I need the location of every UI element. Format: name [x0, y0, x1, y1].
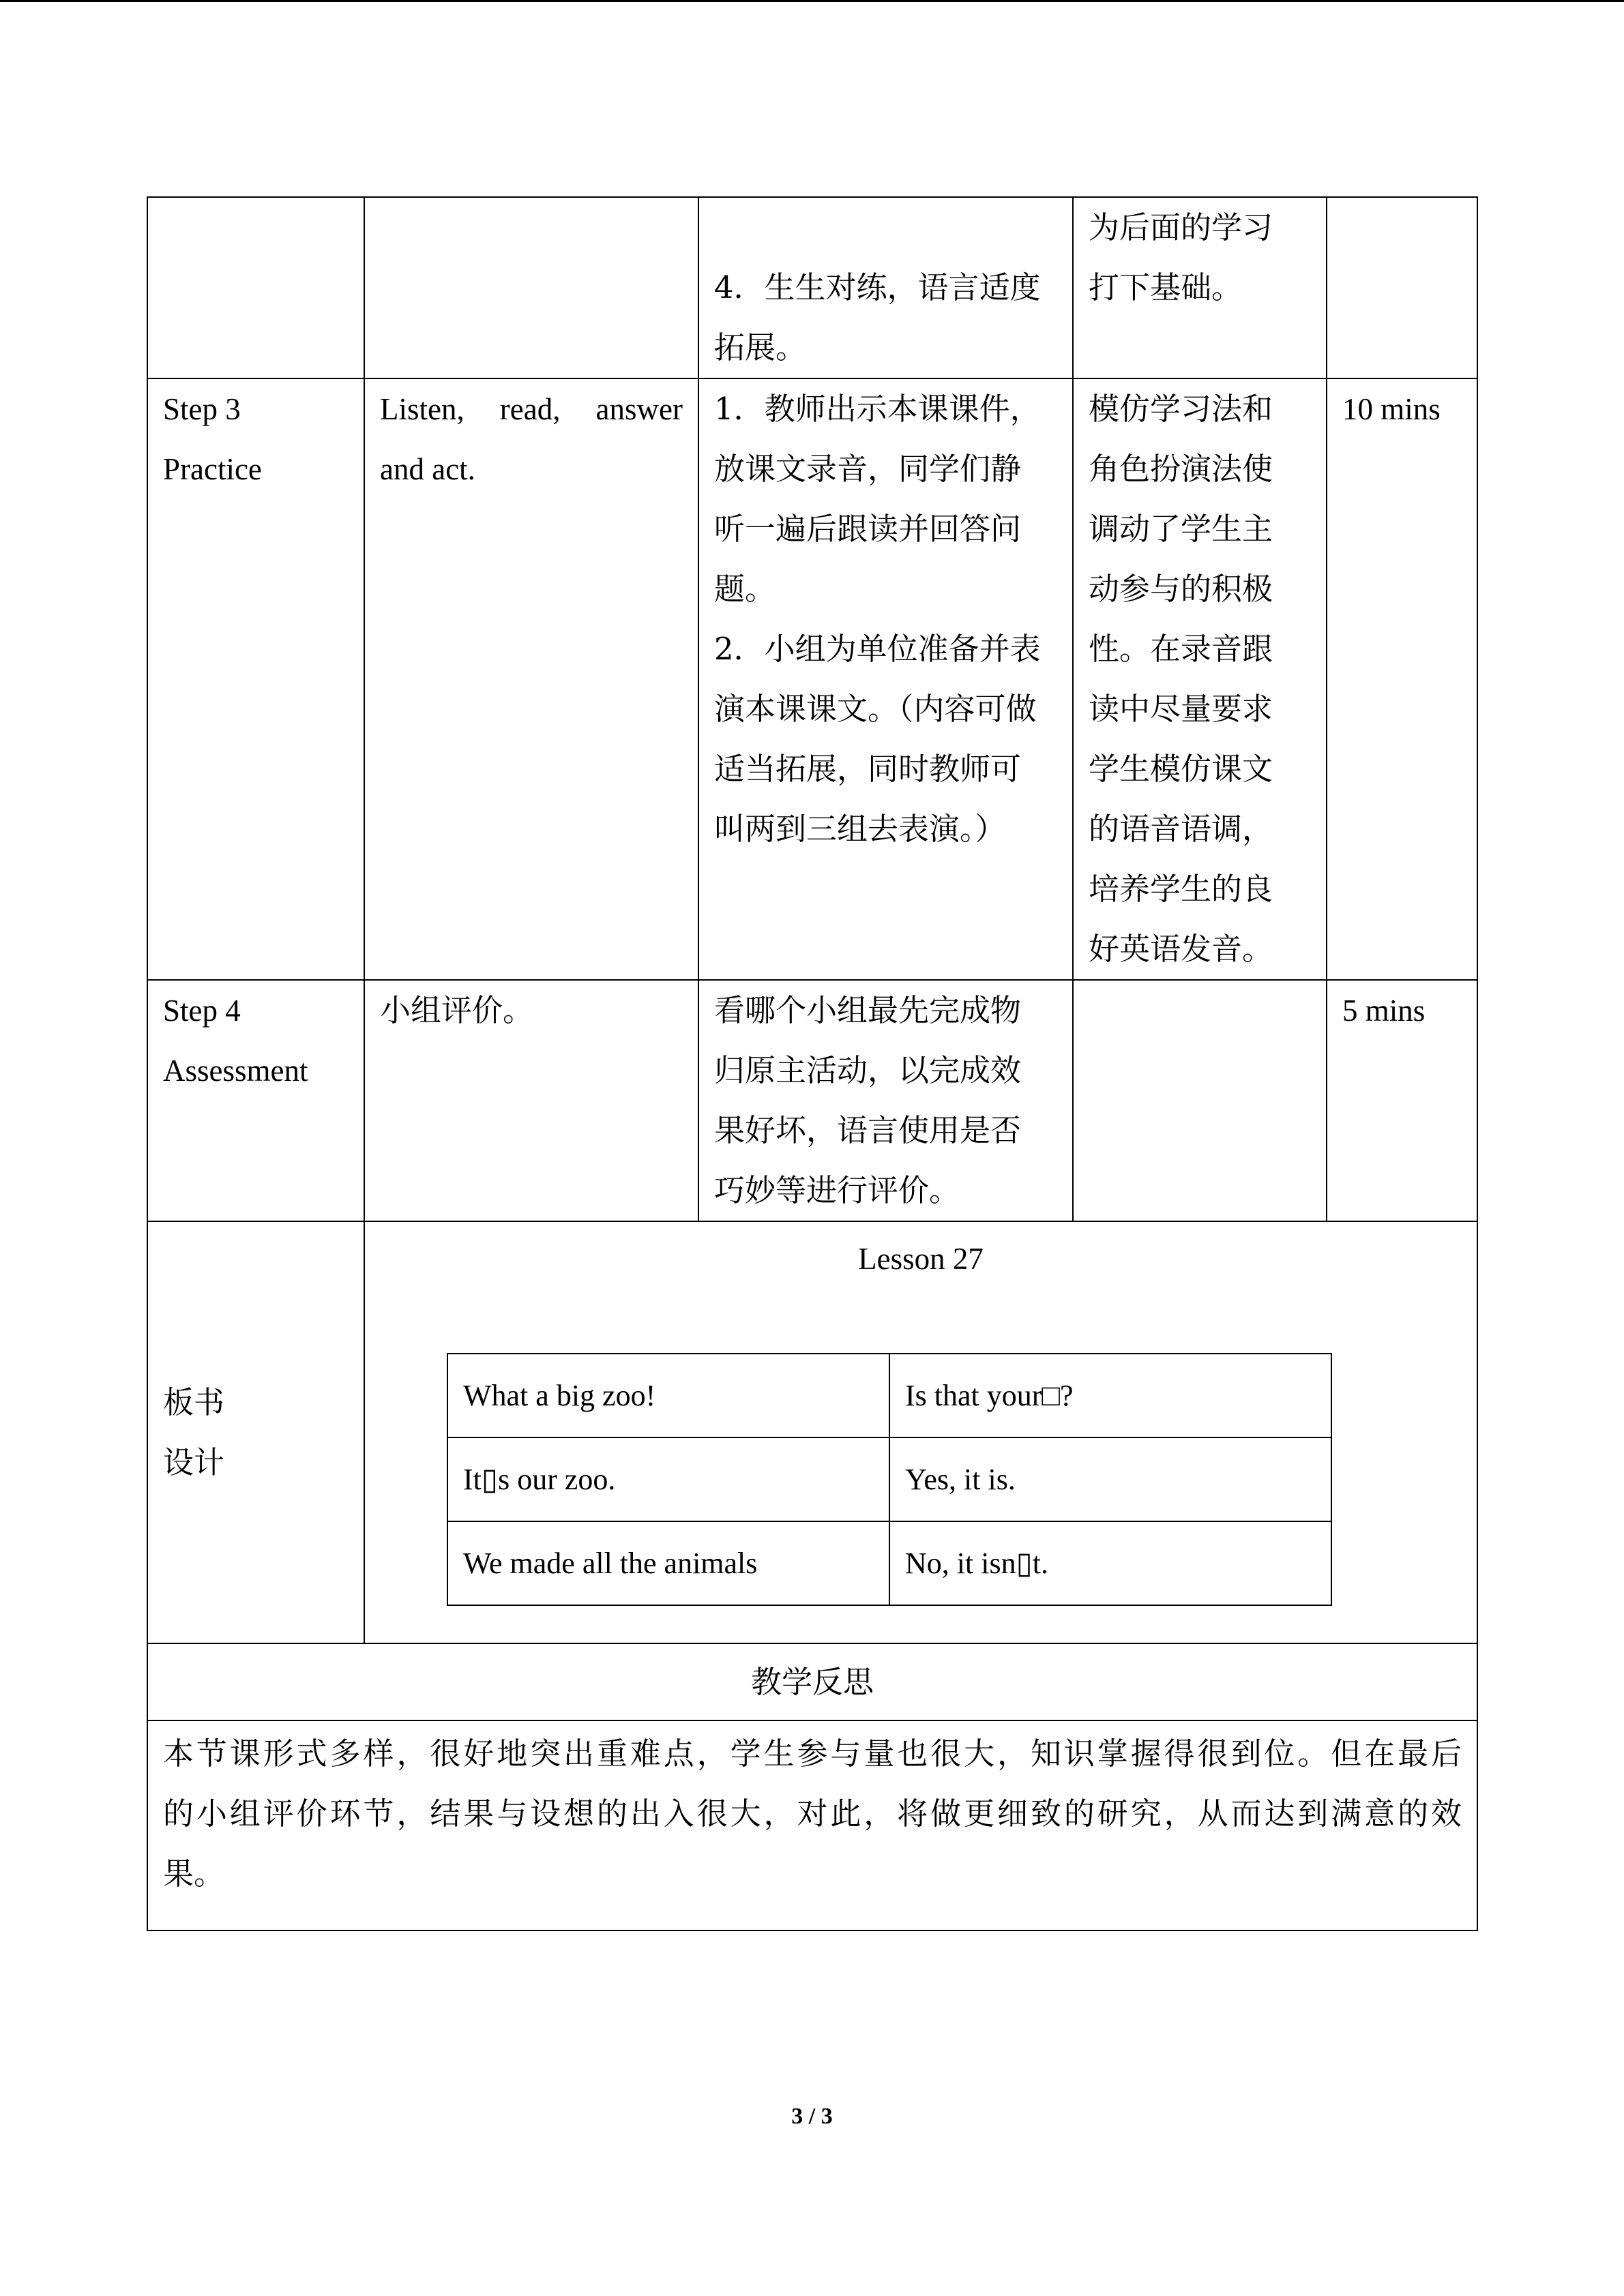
reflection-line: 的小组评价环节，结果与设想的出入很大，对此，将做更细致的研究，从而达到满意的效	[163, 1795, 1462, 1832]
table-row-reflection-heading	[147, 1643, 1477, 1720]
process-line: 放课文录音，同学们静	[714, 451, 1022, 487]
purpose-cell	[1073, 197, 1327, 378]
process-line: 2．小组为单位准备并表	[714, 631, 1041, 667]
process-line: 题。	[714, 571, 776, 607]
purpose-line: 动参与的积极	[1089, 571, 1273, 607]
board-row	[447, 1521, 1331, 1605]
purpose-line: 培养学生的良	[1089, 871, 1273, 907]
process-line: 归原主活动，以完成效	[714, 1052, 1022, 1088]
purpose-line: 读中尽量要求	[1089, 691, 1273, 727]
reflection-line: 果。	[163, 1855, 225, 1892]
step-number: Step 4	[163, 994, 241, 1028]
table-row-reflection-text	[147, 1720, 1477, 1930]
purpose-line: 调动了学生主	[1089, 511, 1273, 547]
activity-line: Listen, read, answer	[380, 392, 683, 426]
time-cell	[1327, 197, 1477, 378]
table-row-step3	[147, 378, 1477, 980]
process-line: 4．生生对练，语言适度	[714, 269, 1041, 305]
process-line: 巧妙等进行评价。	[714, 1172, 960, 1208]
purpose-line: 好英语发音。	[1089, 931, 1273, 967]
board-row	[447, 1437, 1331, 1521]
step-number: Step 3	[163, 392, 241, 426]
board-cell: No, it isn▯t.	[889, 1521, 1331, 1605]
purpose-line: 的语音语调，	[1089, 811, 1273, 847]
activity-cell	[364, 197, 698, 378]
page-number: 3 / 3	[791, 2104, 833, 2129]
board-label-line: 板书	[163, 1384, 225, 1420]
time-cell: 10 mins	[1327, 378, 1477, 980]
process-line: 叫两到三组去表演。）	[714, 811, 1006, 847]
purpose-cell	[1073, 378, 1327, 980]
purpose-line: 为后面的学习	[1089, 209, 1273, 245]
table-row-step4	[147, 980, 1477, 1221]
reflection-text-cell	[147, 1720, 1477, 1930]
board-cell: Yes, it is.	[889, 1437, 1331, 1521]
process-line: 拓展。	[714, 329, 807, 366]
process-line: 1．教师出示本课课件，	[714, 391, 1041, 427]
board-cell: What a big zoo!	[447, 1354, 889, 1437]
purpose-line: 模仿学习法和	[1089, 391, 1273, 427]
board-row	[447, 1354, 1331, 1437]
step-name: Practice	[163, 452, 262, 486]
activity-line: and act.	[380, 452, 475, 486]
board-title: Lesson 27	[858, 1242, 984, 1276]
step-cell	[147, 197, 364, 378]
reflection-line: 本节课形式多样，很好地突出重难点，学生参与量也很大，知识掌握得很到位。但在最后	[163, 1735, 1462, 1772]
activity-cell: 小组评价。	[364, 980, 698, 1221]
time-cell: 5 mins	[1327, 980, 1477, 1221]
process-cell	[698, 378, 1073, 980]
process-cell	[698, 197, 1073, 378]
activity-cell	[364, 378, 698, 980]
process-cell	[698, 980, 1073, 1221]
board-cell: It▯s our zoo.	[447, 1437, 889, 1521]
table-row-board-design	[147, 1221, 1477, 1643]
board-cell: Is that your□?	[889, 1354, 1331, 1437]
purpose-line: 性。在录音跟	[1089, 631, 1273, 667]
board-table	[447, 1353, 1332, 1606]
board-label-line: 设计	[163, 1444, 225, 1480]
reflection-heading: 教学反思	[147, 1643, 1477, 1720]
purpose-cell	[1073, 980, 1327, 1221]
step-cell	[147, 980, 364, 1221]
board-content-cell	[364, 1221, 1477, 1643]
process-line: 听一遍后跟读并回答问	[714, 511, 1022, 547]
board-cell: We made all the animals	[447, 1521, 889, 1605]
process-line: 适当拓展，同时教师可	[714, 751, 1022, 787]
purpose-line: 角色扮演法使	[1089, 451, 1273, 487]
step-name: Assessment	[163, 1054, 308, 1088]
process-line: 演本课课文。（内容可做	[714, 691, 1037, 727]
board-label-cell	[147, 1221, 364, 1643]
process-line: 果好坏，语言使用是否	[714, 1112, 1022, 1148]
process-line: 看哪个小组最先完成物	[714, 992, 1022, 1028]
step-cell	[147, 378, 364, 980]
process-line	[714, 198, 1057, 258]
purpose-line: 学生模仿课文	[1089, 751, 1273, 787]
lesson-plan-table	[147, 196, 1478, 1931]
table-row-step2-continued	[147, 197, 1477, 378]
purpose-line: 打下基础。	[1089, 269, 1243, 305]
